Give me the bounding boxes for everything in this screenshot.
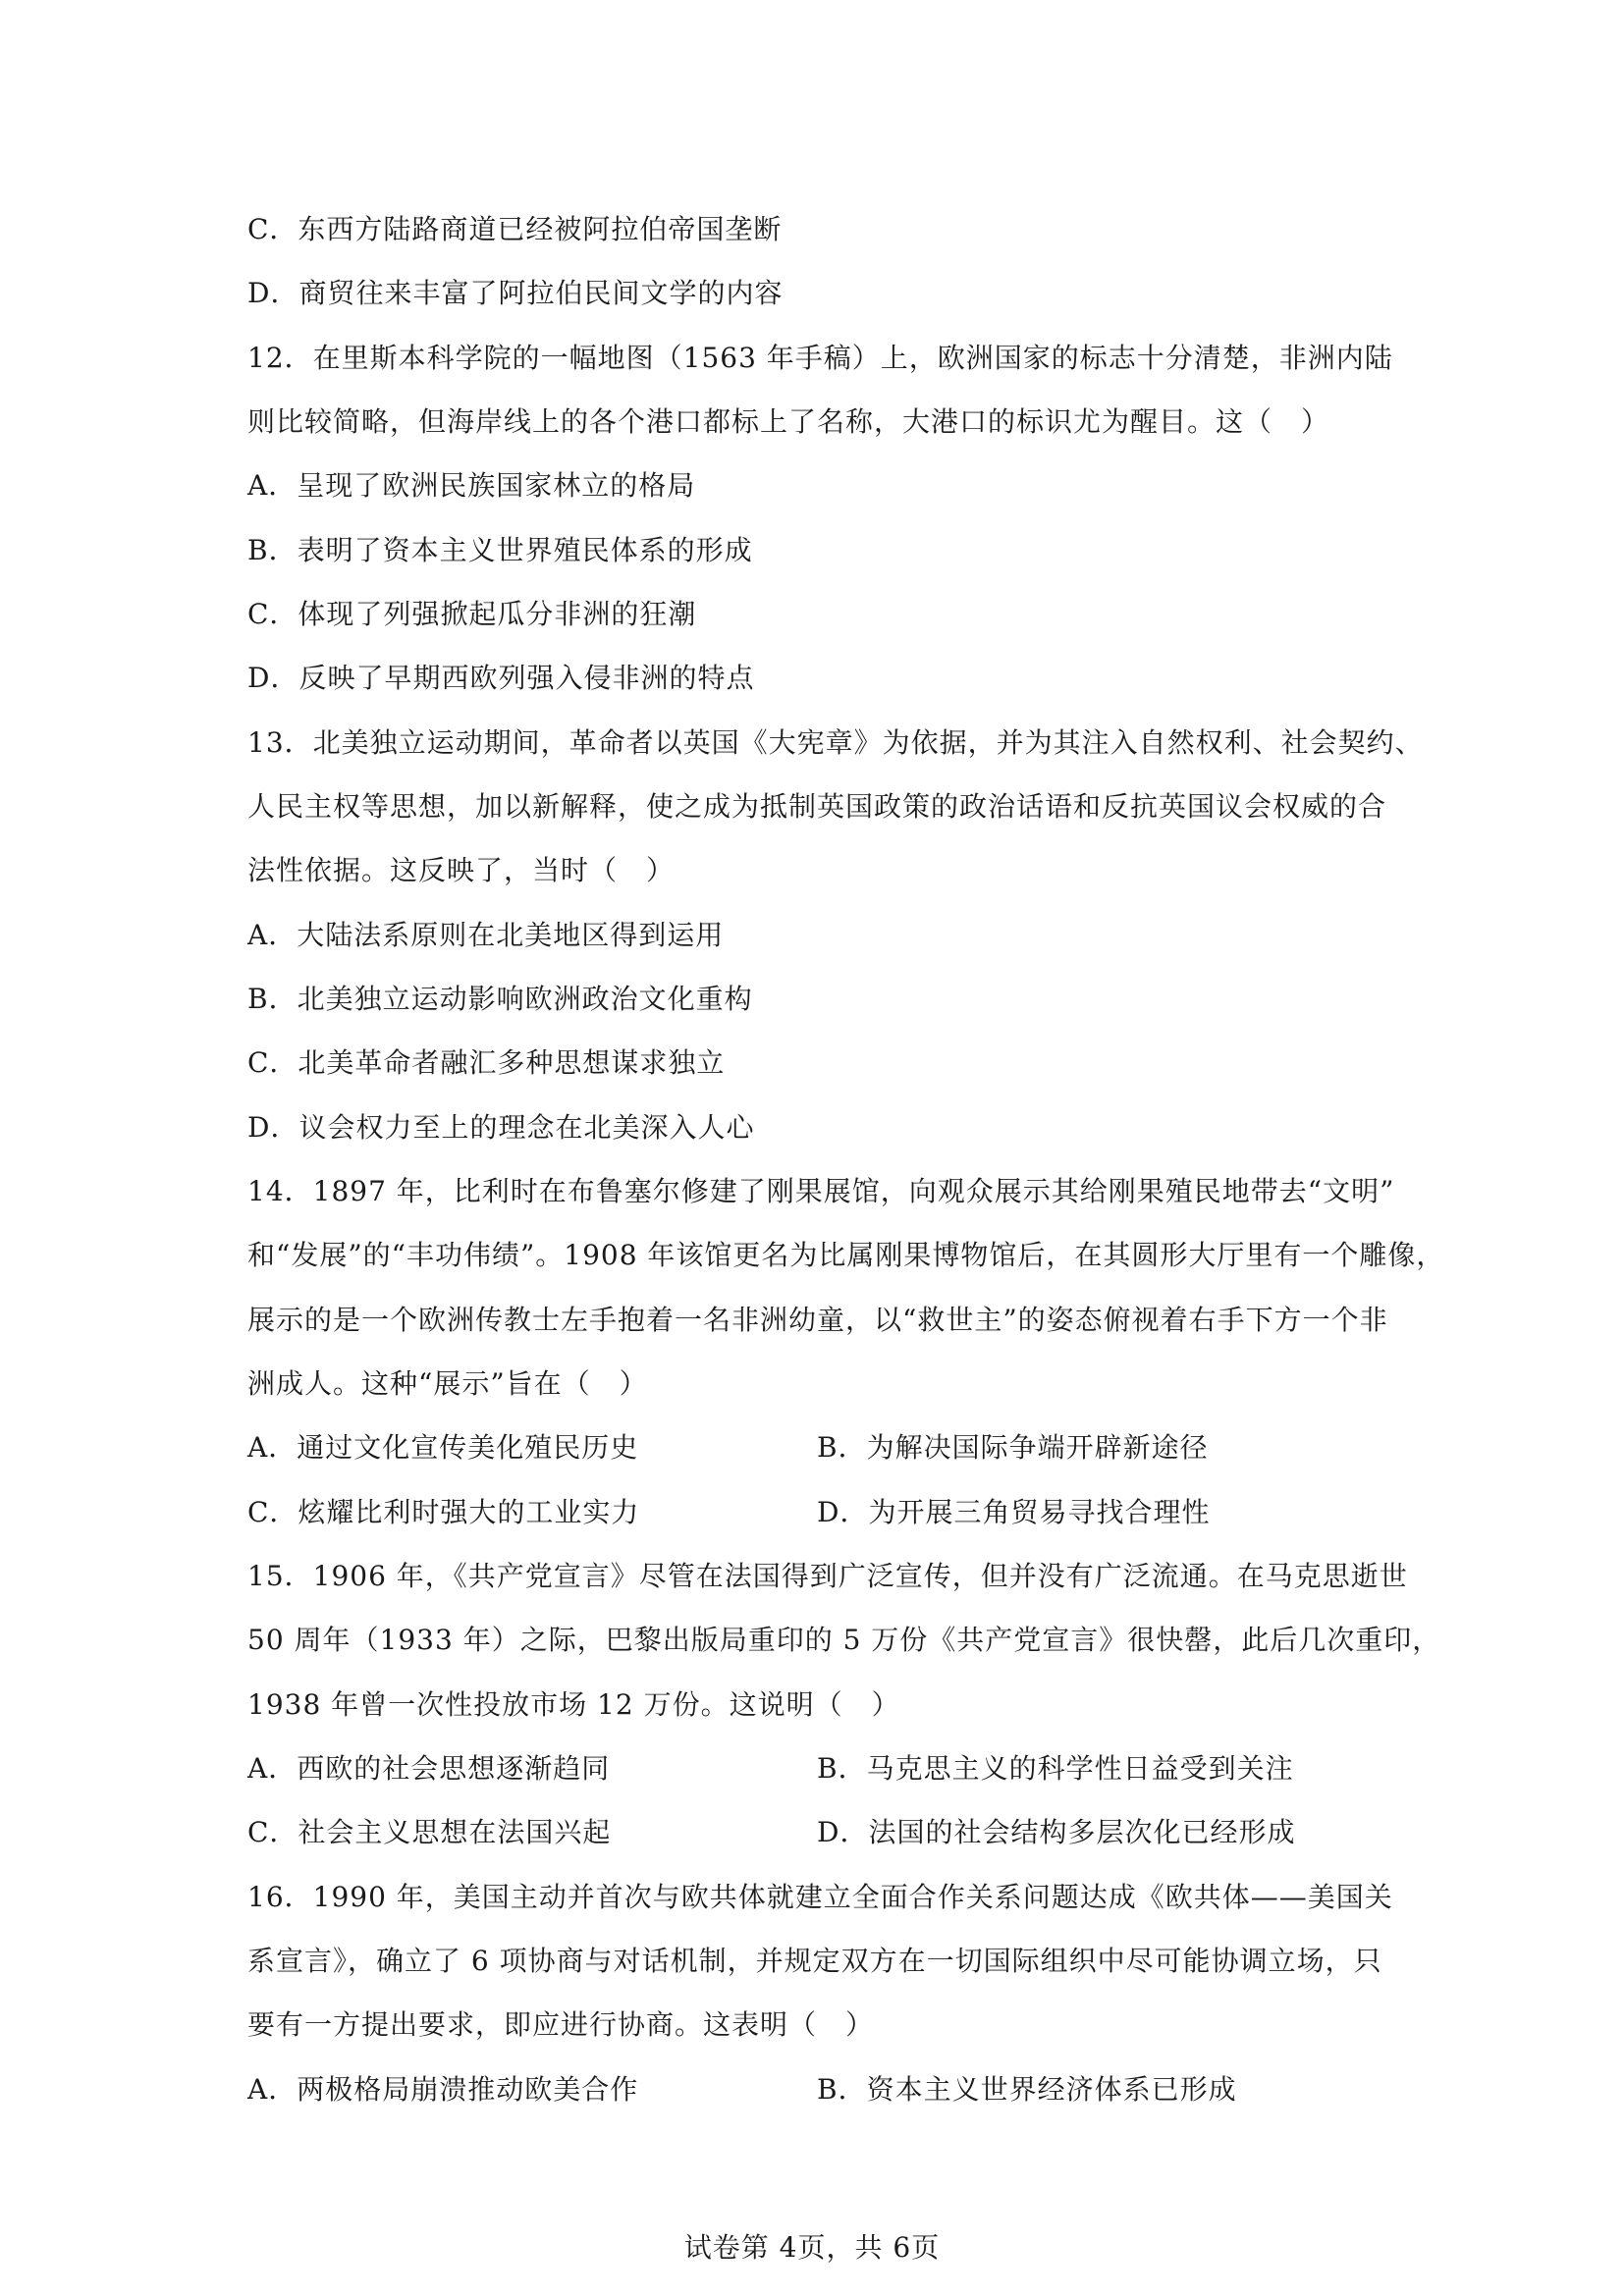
q16-stem-line-1: 16．1990 年，美国主动并首次与欧共体就建立全面合作关系问题达成《欧共体——美国关	[247, 1881, 1393, 1913]
q15-stem-line-2: 50 周年（1933 年）之际，巴黎出版局重印的 5 万份《共产党宣言》很快罄，此后几次重印，	[247, 1624, 1441, 1656]
q16-stem-line-2: 系宣言》，确立了 6 项协商与对话机制，并规定双方在一切国际组织中尽可能协调立场，只	[247, 1945, 1382, 1977]
q12-option-d: D．反映了早期西欧列强入侵非洲的特点	[247, 662, 755, 694]
q15-option-b: B．马克思主义的科学性日益受到关注	[817, 1752, 1294, 1785]
q13-option-c: C．北美革命者融汇多种思想谋求独立	[247, 1046, 726, 1079]
q14-option-d: D．为开展三角贸易寻找合理性	[817, 1496, 1211, 1528]
q15-option-c: C．社会主义思想在法国兴起	[247, 1816, 612, 1848]
q11-option-d: D．商贸往来丰富了阿拉伯民间文学的内容	[247, 277, 784, 309]
q16-option-a: A．两极格局崩溃推动欧美合作	[247, 2073, 639, 2106]
q15-option-d: D．法国的社会结构多层次化已经形成	[817, 1816, 1296, 1848]
q15-stem-line-1: 15．1906 年，《共产党宣言》尽管在法国得到广泛宣传，但并没有广泛流通。在马克思逝世	[247, 1560, 1408, 1592]
q13-option-a: A．大陆法系原则在北美地区得到运用	[247, 919, 725, 951]
q14-stem-line-2: 和“发展”的“丰功伟绩”。1908 年该馆更名为比属刚果博物馆后，在其圆形大厅里有一个雕像，	[247, 1239, 1445, 1271]
q12-option-b: B．表明了资本主义世界殖民体系的形成	[247, 534, 753, 566]
q15-stem-line-3: 1938 年曾一次性投放市场 12 万份。这说明（ ）	[247, 1688, 900, 1721]
q14-stem-line-4: 洲成人。这种“展示”旨在（ ）	[247, 1367, 648, 1400]
q13-option-d: D．议会权力至上的理念在北美深入人心	[247, 1111, 755, 1144]
q14-stem-line-3: 展示的是一个欧洲传教士左手抱着一名非洲幼童，以“救世主”的姿态俯视着右手下方一个非	[247, 1304, 1388, 1336]
q13-stem-line-3: 法性依据。这反映了，当时（ ）	[247, 854, 676, 886]
page-footer: 试卷第 4页，共 6页	[683, 2231, 941, 2264]
q12-stem-line-1: 12．在里斯本科学院的一幅地图（1563 年手稿）上，欧洲国家的标志十分清楚，非洲内陆	[247, 342, 1393, 374]
q12-stem-line-2: 则比较简略，但海岸线上的各个港口都标上了名称，大港口的标识尤为醒目。这（ ）	[247, 405, 1330, 438]
q13-stem-line-1: 13．北美独立运动期间，革命者以英国《大宪章》为依据，并为其注入自然权利、社会契约、	[247, 726, 1424, 759]
q15-option-a: A．西欧的社会思想逐渐趋同	[247, 1752, 611, 1785]
q12-option-c: C．体现了列强掀起瓜分非洲的狂潮	[247, 598, 697, 630]
q16-option-b: B．资本主义世界经济体系已形成	[817, 2073, 1237, 2106]
q14-option-a: A．通过文化宣传美化殖民历史	[247, 1431, 639, 1464]
q14-option-c: C．炫耀比利时强大的工业实力	[247, 1496, 640, 1528]
q13-stem-line-2: 人民主权等思想，加以新解释，使之成为抵制英国政策的政治话语和反抗英国议会权威的合	[247, 790, 1387, 823]
q13-option-b: B．北美独立运动影响欧洲政治文化重构	[247, 983, 753, 1015]
q14-stem-line-1: 14．1897 年，比利时在布鲁塞尔修建了刚果展馆，向观众展示其给刚果殖民地带去“文明”	[247, 1175, 1395, 1207]
q12-option-a: A．呈现了欧洲民族国家林立的格局	[247, 469, 696, 502]
q16-stem-line-3: 要有一方提出要求，即应进行协商。这表明（ ）	[247, 2008, 875, 2041]
q11-option-c: C．东西方陆路商道已经被阿拉伯帝国垄断	[247, 213, 783, 245]
q14-option-b: B．为解决国际争端开辟新途径	[817, 1431, 1209, 1464]
